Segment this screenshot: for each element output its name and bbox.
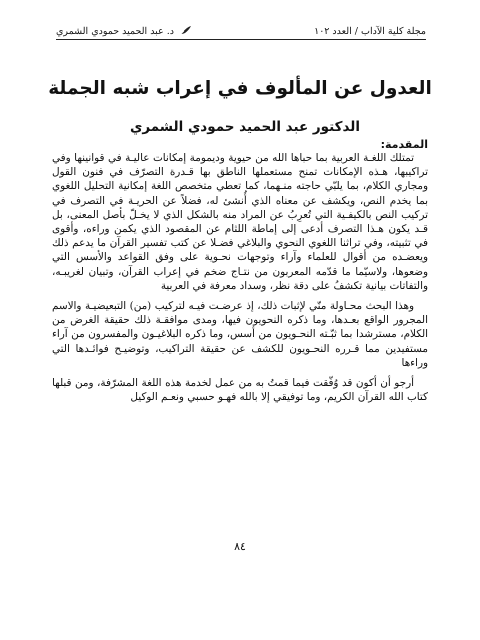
paper-title: العدول عن المألوف في إعراب شبه الجملة: [48, 78, 432, 99]
header-author-group: [56, 25, 192, 37]
paragraph: وهذا البحث محـاولة منّي لإثبات ذلك، إذ عرضـت فيـه لتركيب (من) التبعيضيـة والاسم المجرور الواقع بعـدها، وما ذكره النحويون فيها، ومدى موافقـة ذلك حقيقة الغرض من الكلام، مسترشدا بما ثبّـته النحـويون من أسس، وما ذكره البلاغيـون والمفسرون من آراء مستفيدين مما قـرره النحـويون للكشف عن حقيقة التراكيب، وتوضيـح فوائـدها التي وراءها: [52, 300, 428, 369]
header-author: د. عبد الحميد حمودي الشمري: [56, 26, 174, 37]
paragraph: أرجو أن أكون قد وُفّقت فيما قمتُ به من عمل لخدمة هذه اللغة المشرّفة، ومن قبلها كتاب الله القرآن الكريم، وما توفيقي إلا بالله فهـو حسبي ونعـم الوكيل: [52, 377, 428, 404]
running-header: [56, 17, 426, 40]
quill-icon: [178, 25, 192, 37]
body-text: [52, 151, 428, 404]
paragraph: تمتلك اللغـة العربية بما حباها الله من حيوية وديمومة إمكانات عاليـة في قوانينها وفي تراكيبها، هـذه الإمكانات تمنح مستعملها الناطق بها قـدرة التصرّف في فنون القول ومجاري الكلام، بما يلبّي حاجته منـهما، كما تعطي متخصص اللغة إمكانية التحليل اللغوي بما يخدم النص، ويكشف عن معناه الذي أُنشئ له، فضلاً عن الحريـة في التصرف في تركيب النص بالكيفـية التي تُعرِبُ عن المراد منه بالشكل الذي لا يخـلّ بأصل المعنى، بل قـد يكون هـذا التصرف أدعى إلى إماطة اللثام عن المقصود الذي يكمن وراءه، وأقوى في تثبيته، وفي تراثنا اللغوي النحوي والبلاغي فضـلا عن كتب تفسير القرآن ما يدعم ذلك ويعضـده من أقوال للعلماء وآراء وتوجهات نحـوية على وفق القواعد والأسس التي وضعوها، ولاسيّما ما قدّمه المعربون من نتـاج ضخم في إعراب القرآن، وتبيان لغريبـه، والتفاتات بيانية تكشفُ على دقة نظر، وسداد معرفة في العربية: [52, 152, 428, 292]
author-name: الدكتور عبد الحميد حمودي الشمري: [129, 119, 360, 135]
page-number: ٨٤: [234, 540, 246, 553]
header-journal: مجلة كلية الآداب / العدد ١٠٢: [314, 26, 426, 37]
section-heading-introduction: المقدمة:: [380, 138, 428, 151]
